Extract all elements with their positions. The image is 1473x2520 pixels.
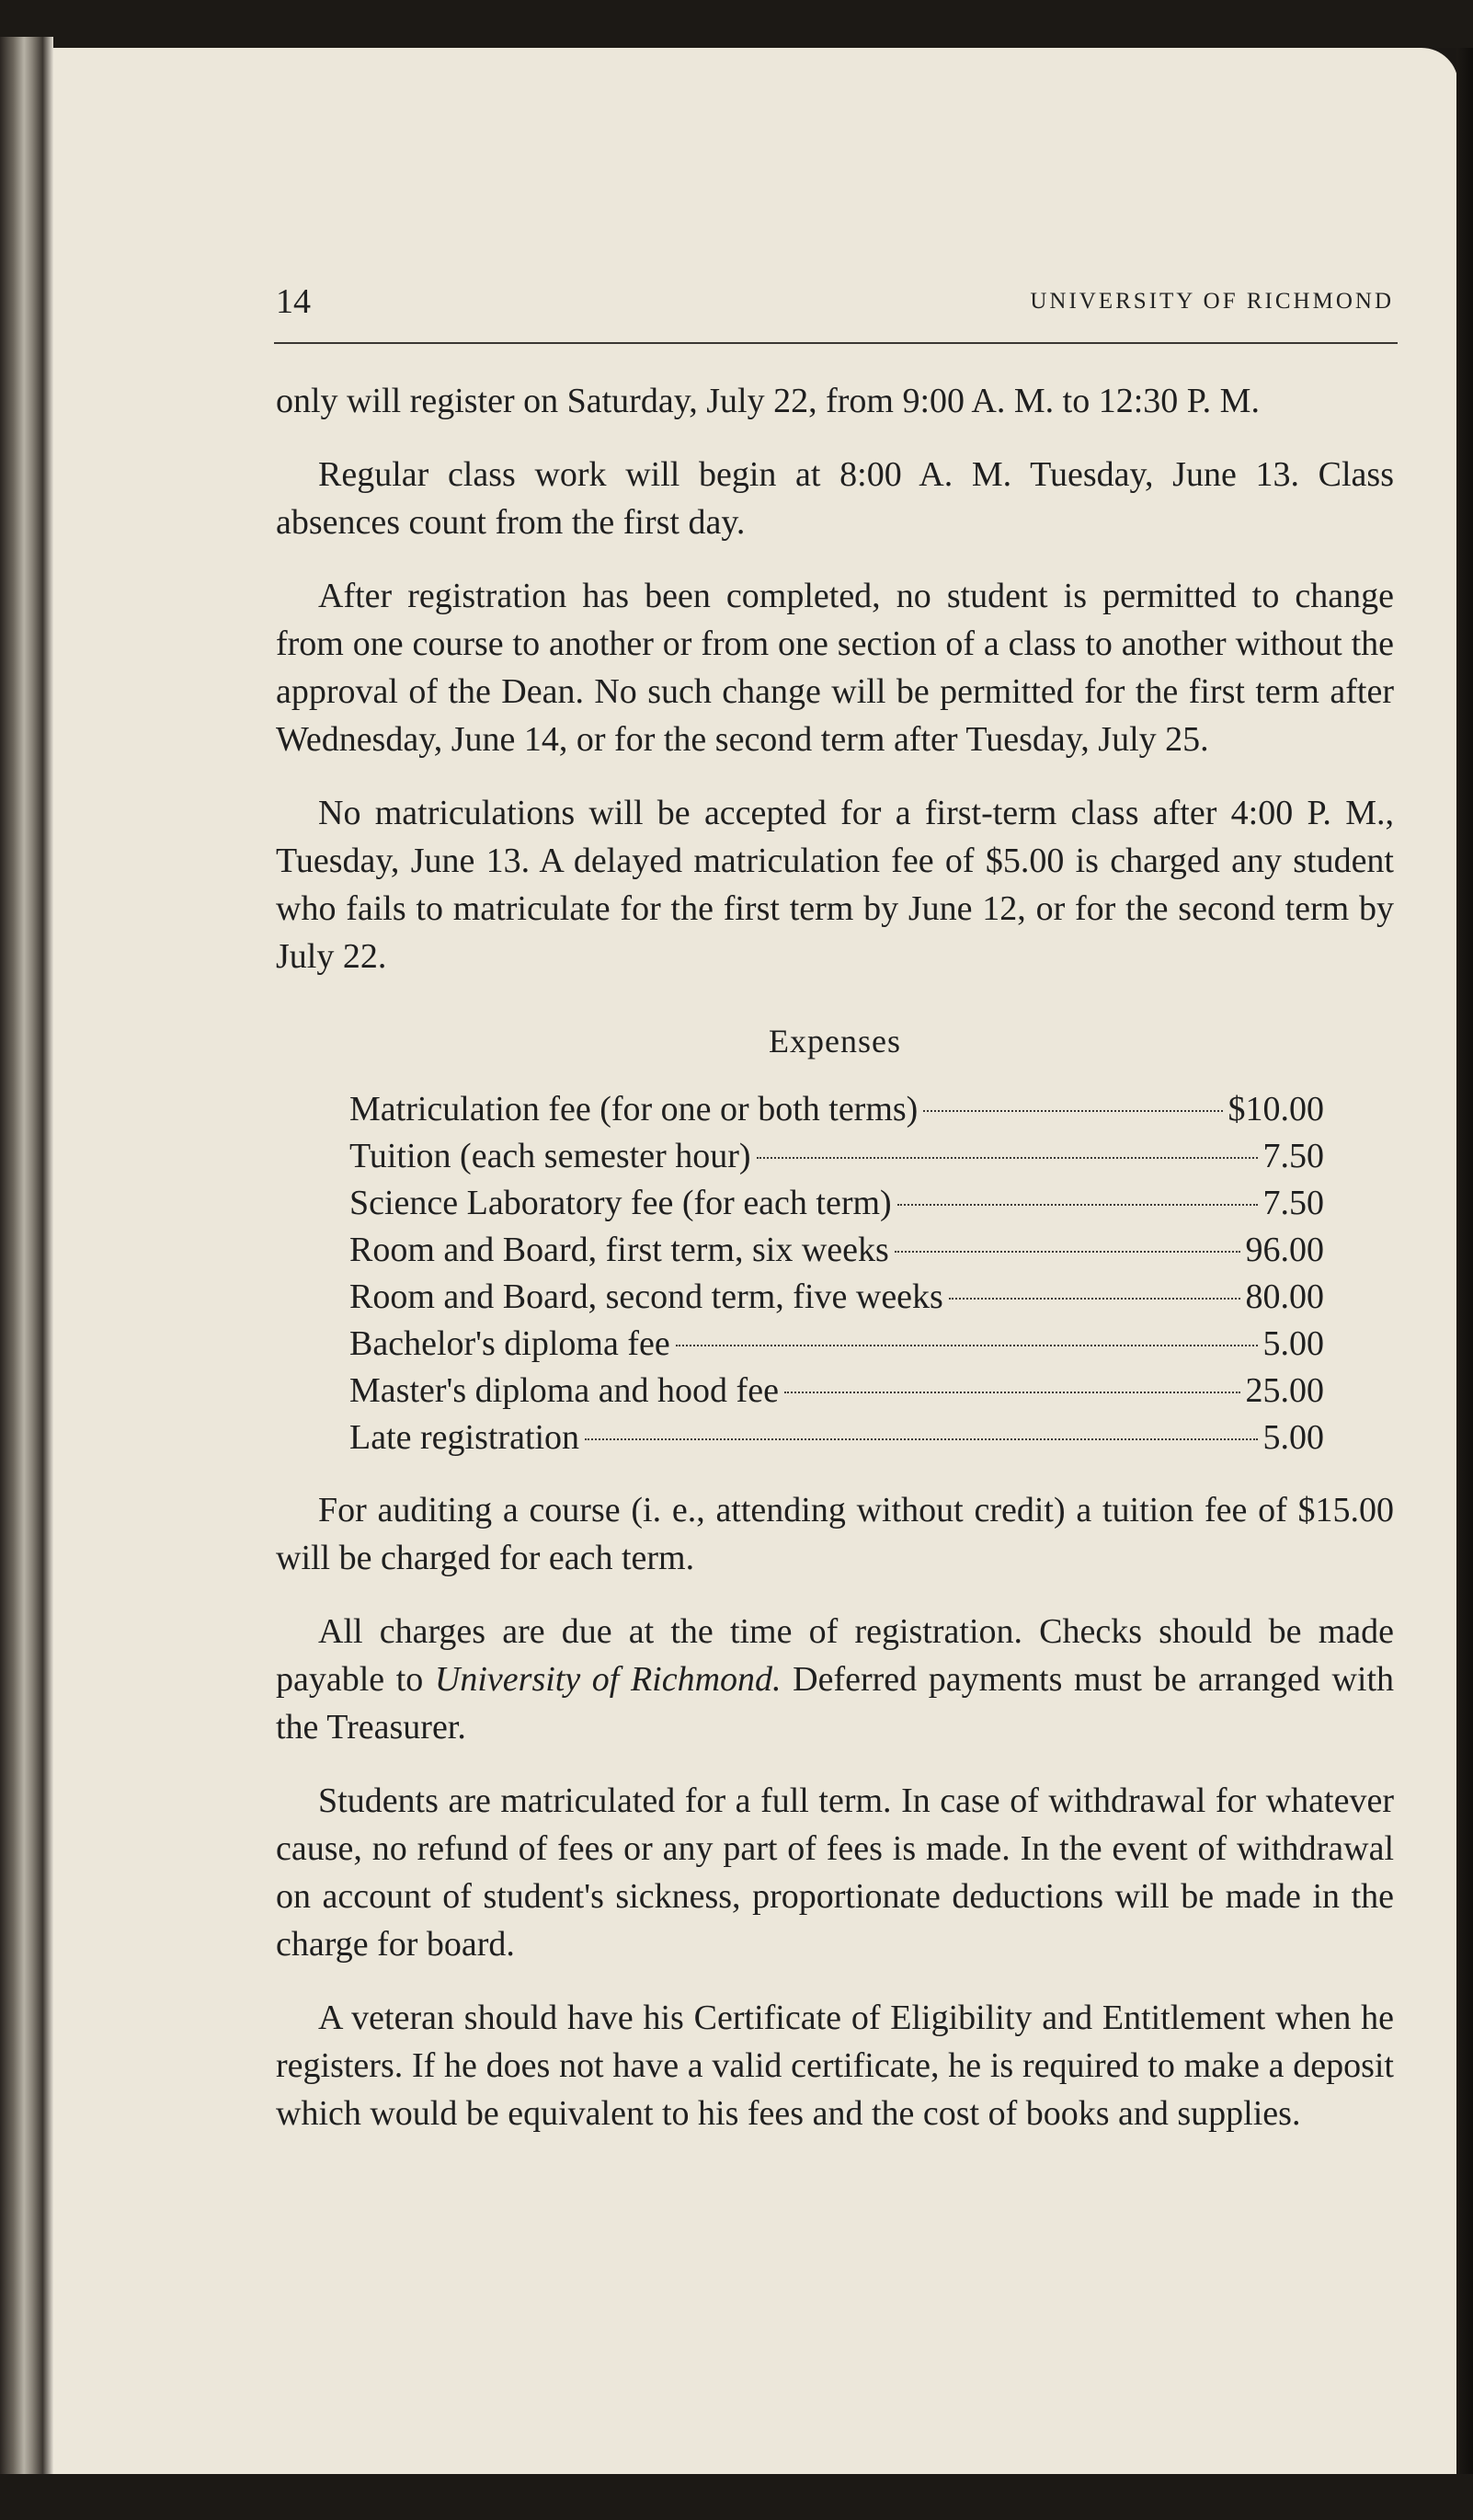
fee-amount: $10.00 [1228,1090,1324,1128]
fee-amount: 5.00 [1262,1324,1324,1363]
header-rule [274,342,1398,344]
running-head: UNIVERSITY OF RICHMOND [1030,289,1394,314]
fee-label: Room and Board, second term, five weeks [349,1277,943,1316]
paragraph-auditing: For auditing a course (i. e., attending without credit) a tuition fee of $15.00 will be charged for each term. [276,1491,1394,1577]
page-body [276,377,1394,2163]
fee-amount: 25.00 [1245,1371,1324,1410]
paragraph-class-start: Regular class work will begin at 8:00 A. M. Tuesday, June 13. Class absences count from the first day. [276,455,1394,542]
fee-label: Matriculation fee (for one or both terms) [349,1090,919,1128]
fee-label: Master's diploma and hood fee [349,1371,779,1410]
paragraph-registration-time: only will register on Saturday, July 22, from 9:00 A. M. to 12:30 P. M. [276,382,1260,420]
fee-label: Tuition (each semester hour) [349,1137,751,1175]
fee-label: Room and Board, first term, six weeks [349,1231,889,1269]
fee-row [349,1132,1324,1179]
fee-label: Bachelor's diploma fee [349,1324,670,1363]
fee-amount: 96.00 [1245,1231,1324,1269]
fee-row [349,1085,1324,1132]
scan-frame-bottom [0,2474,1473,2520]
paragraph-matriculation: No matriculations will be accepted for a first-term class after 4:00 P. M., Tuesday, June 13. A delayed matriculation fee of $5.00 is charged any student who fails to matriculate for the first term by June 12, or for the second term by July 22. [276,794,1394,976]
paragraph-payment [276,1608,1394,1751]
leader-dots [897,1204,1258,1206]
expenses-heading: Expenses [769,1023,901,1060]
fee-amount: 7.50 [1262,1137,1324,1175]
payee-name: University of Richmond. [434,1660,782,1699]
paragraph-course-changes: After registration has been completed, no student is permitted to change from one course to another or from one section of a class to another without the approval of the Dean. No such change will be permitted for the first term after Wednesday, June 14, or for the second term after Tuesday, July 25. [276,577,1394,759]
paragraph-withdrawal: Students are matriculated for a full term. In case of withdrawal for whatever cause, no refund of fees or any part of fees is made. In the event of withdrawal on account of student's sickness, proportionate deductions will be made in the charge for board. [276,1781,1394,1964]
leader-dots [585,1438,1257,1440]
page-number: 14 [276,282,311,321]
leader-dots [676,1345,1258,1346]
fee-label: Late registration [349,1418,580,1457]
fee-row [349,1320,1324,1367]
page-edge-shadow [1456,48,1473,2474]
fee-amount: 7.50 [1262,1184,1324,1222]
scan-frame-top [0,0,1473,48]
leader-dots [923,1110,1222,1112]
leader-dots [895,1251,1240,1253]
fee-row [349,1179,1324,1226]
fee-label: Science Laboratory fee (for each term) [349,1184,892,1222]
fee-row [349,1226,1324,1273]
fee-row [349,1414,1324,1460]
page-header [276,281,1394,337]
fee-amount: 5.00 [1262,1418,1324,1457]
fee-amount: 80.00 [1245,1277,1324,1316]
fee-row [349,1367,1324,1414]
leader-dots [784,1392,1240,1393]
paragraph-veterans: A veteran should have his Certificate of Eligibility and Entitlement when he registers. If he does not have a valid certificate, he is required to make a deposit which would be equivalent to his fees and the cost of books and supplies. [276,1999,1394,2133]
payment-text-start: All charges are due at the time of registration. Checks should be made payable to [276,1612,1394,1699]
leader-dots [757,1157,1258,1159]
fee-row [349,1273,1324,1320]
book-binding [0,37,53,2483]
expenses-table [276,1085,1394,1460]
payment-text-end: Deferred payments must be arranged with the Treasurer. [276,1660,1395,1747]
leader-dots [949,1298,1240,1300]
